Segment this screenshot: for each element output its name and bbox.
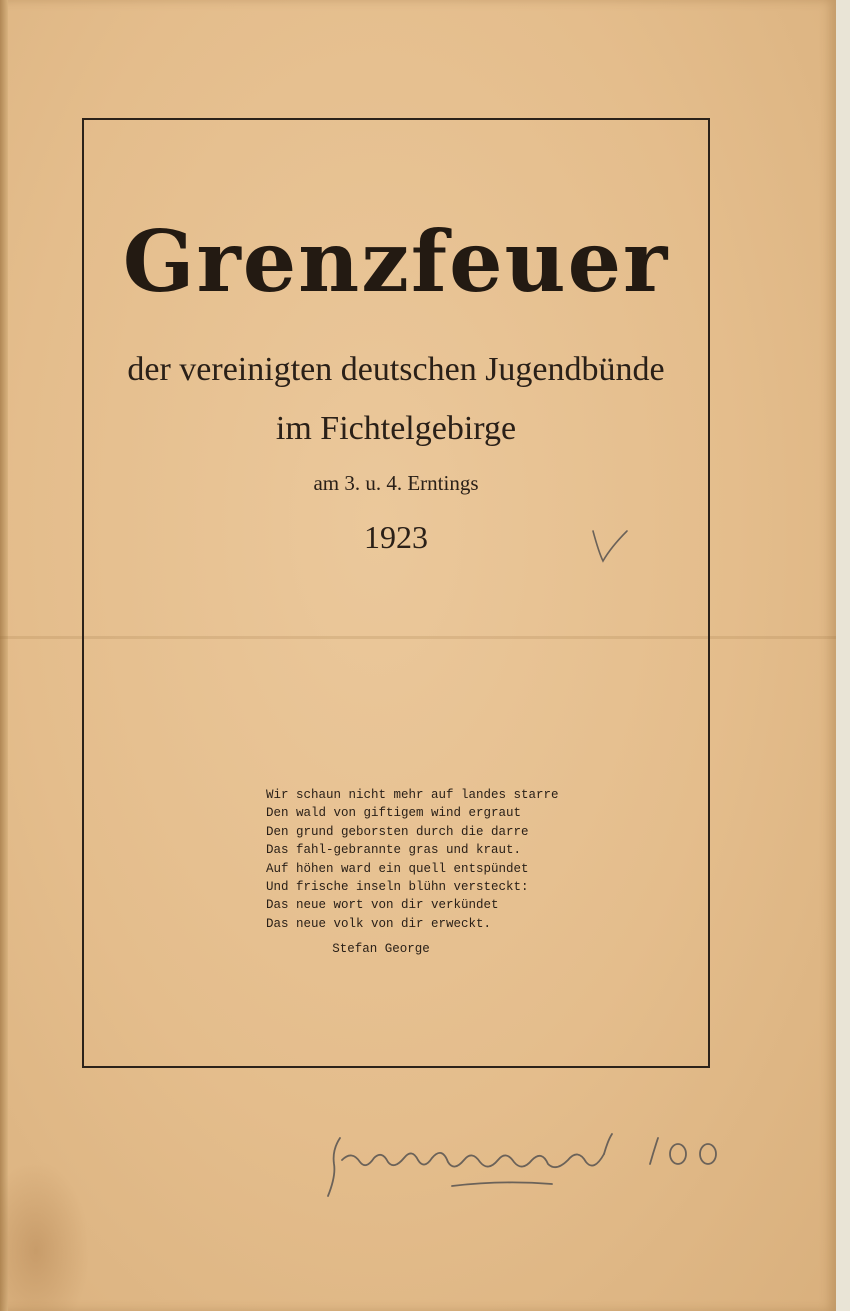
poem-author: Stefan George	[332, 942, 430, 956]
subtitle-line-2: im Fichtelgebirge	[275, 410, 517, 447]
poem-line: Das neue wort von dir verkündet	[266, 898, 499, 913]
poem-line: Das neue volk von dir erweckt.	[266, 916, 492, 931]
poem-line: Den wald von giftigem wind ergraut	[266, 806, 522, 821]
poem-line: Und frische inseln blühn versteckt:	[266, 880, 529, 895]
poem	[266, 786, 566, 933]
subtitle-line-1: der vereinigten deutschen Jugendbünde	[127, 351, 665, 388]
document-title: Grenzfeuer	[122, 212, 670, 311]
staple-spine	[0, 0, 8, 1311]
poem-line: Das fahl-gebrannte gras und kraut.	[266, 843, 522, 858]
year: 1923	[364, 519, 428, 555]
date-line: am 3. u. 4. Erntings	[313, 471, 479, 495]
poem-line: Den grund geborsten durch die darre	[266, 824, 529, 839]
poem-line: Wir schaun nicht mehr auf landes starre	[266, 788, 559, 802]
pencil-tick-mark	[585, 525, 635, 570]
corner-stain	[0, 1160, 90, 1311]
pencil-handwriting	[312, 1120, 732, 1210]
poem-line: Auf höhen ward ein quell entspündet	[266, 861, 529, 876]
